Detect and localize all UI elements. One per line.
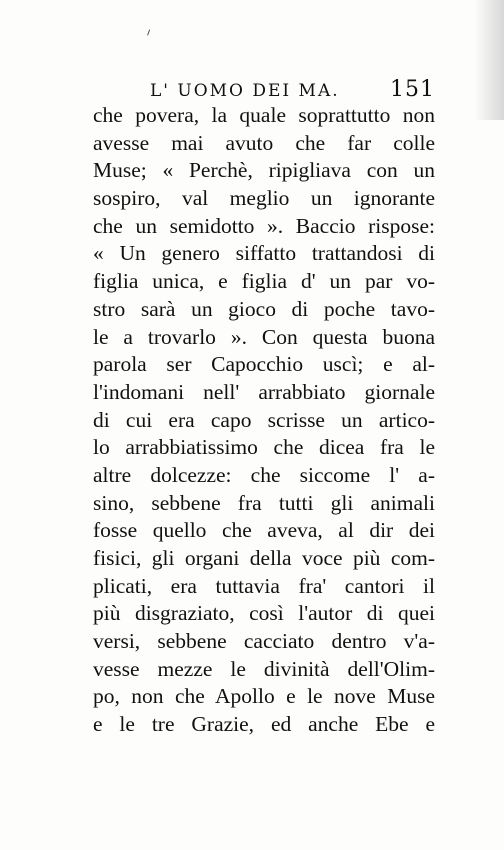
page-header (150, 77, 435, 105)
text-line: plicati, era tuttavia fra' cantori il (93, 573, 435, 598)
text-line: l'indomani nell' arrabbiato giornale (93, 379, 435, 404)
text-line: che un semidotto ». Baccio rispose: (93, 213, 435, 238)
text-line: le a trovarlo ». Con questa buona (93, 324, 435, 349)
text-line: e le tre Grazie, ed anche Ebe e (93, 712, 435, 737)
page-edge-shadow (474, 0, 504, 120)
text-line: parola ser Capocchio uscì; e al- (93, 352, 435, 377)
text-line: Muse; « Perchè, ripigliava con un (93, 158, 435, 183)
text-line: po, non che Apollo e le nove Muse (93, 684, 435, 709)
page-number: 151 (390, 77, 435, 102)
running-title: L' UOMO DEI MA. (150, 81, 340, 101)
text-line: figlia unica, e figlia d' un par vo- (93, 269, 435, 294)
text-line: fosse quello che aveva, al dir dei (93, 518, 435, 543)
text-line: stro sarà un gioco di poche tavo- (93, 296, 435, 321)
text-line: sospiro, val meglio un ignorante (93, 186, 435, 211)
stray-ink-mark (147, 29, 153, 36)
text-line: « Un genero siffatto trattandosi di (93, 241, 435, 266)
text-line: altre dolcezze: che siccome l' a- (93, 462, 435, 487)
text-line: che povera, la quale soprattutto non (93, 103, 435, 127)
text-line: fisici, gli organi della voce più com- (93, 546, 435, 570)
body-text (93, 102, 435, 739)
text-line: più disgraziato, così l'autor di quei (93, 601, 435, 626)
text-line: di cui era capo scrisse un artico- (93, 407, 435, 432)
text-line: lo arrabbiatissimo che dicea fra le (93, 435, 435, 460)
text-line: avesse mai avuto che far colle (93, 130, 435, 155)
text-line: versi, sebbene cacciato dentro v'a- (93, 629, 435, 654)
text-line: sino, sebbene fra tutti gli animali (93, 490, 435, 515)
text-line: vesse mezze le divinità dell'Olim- (93, 656, 435, 681)
